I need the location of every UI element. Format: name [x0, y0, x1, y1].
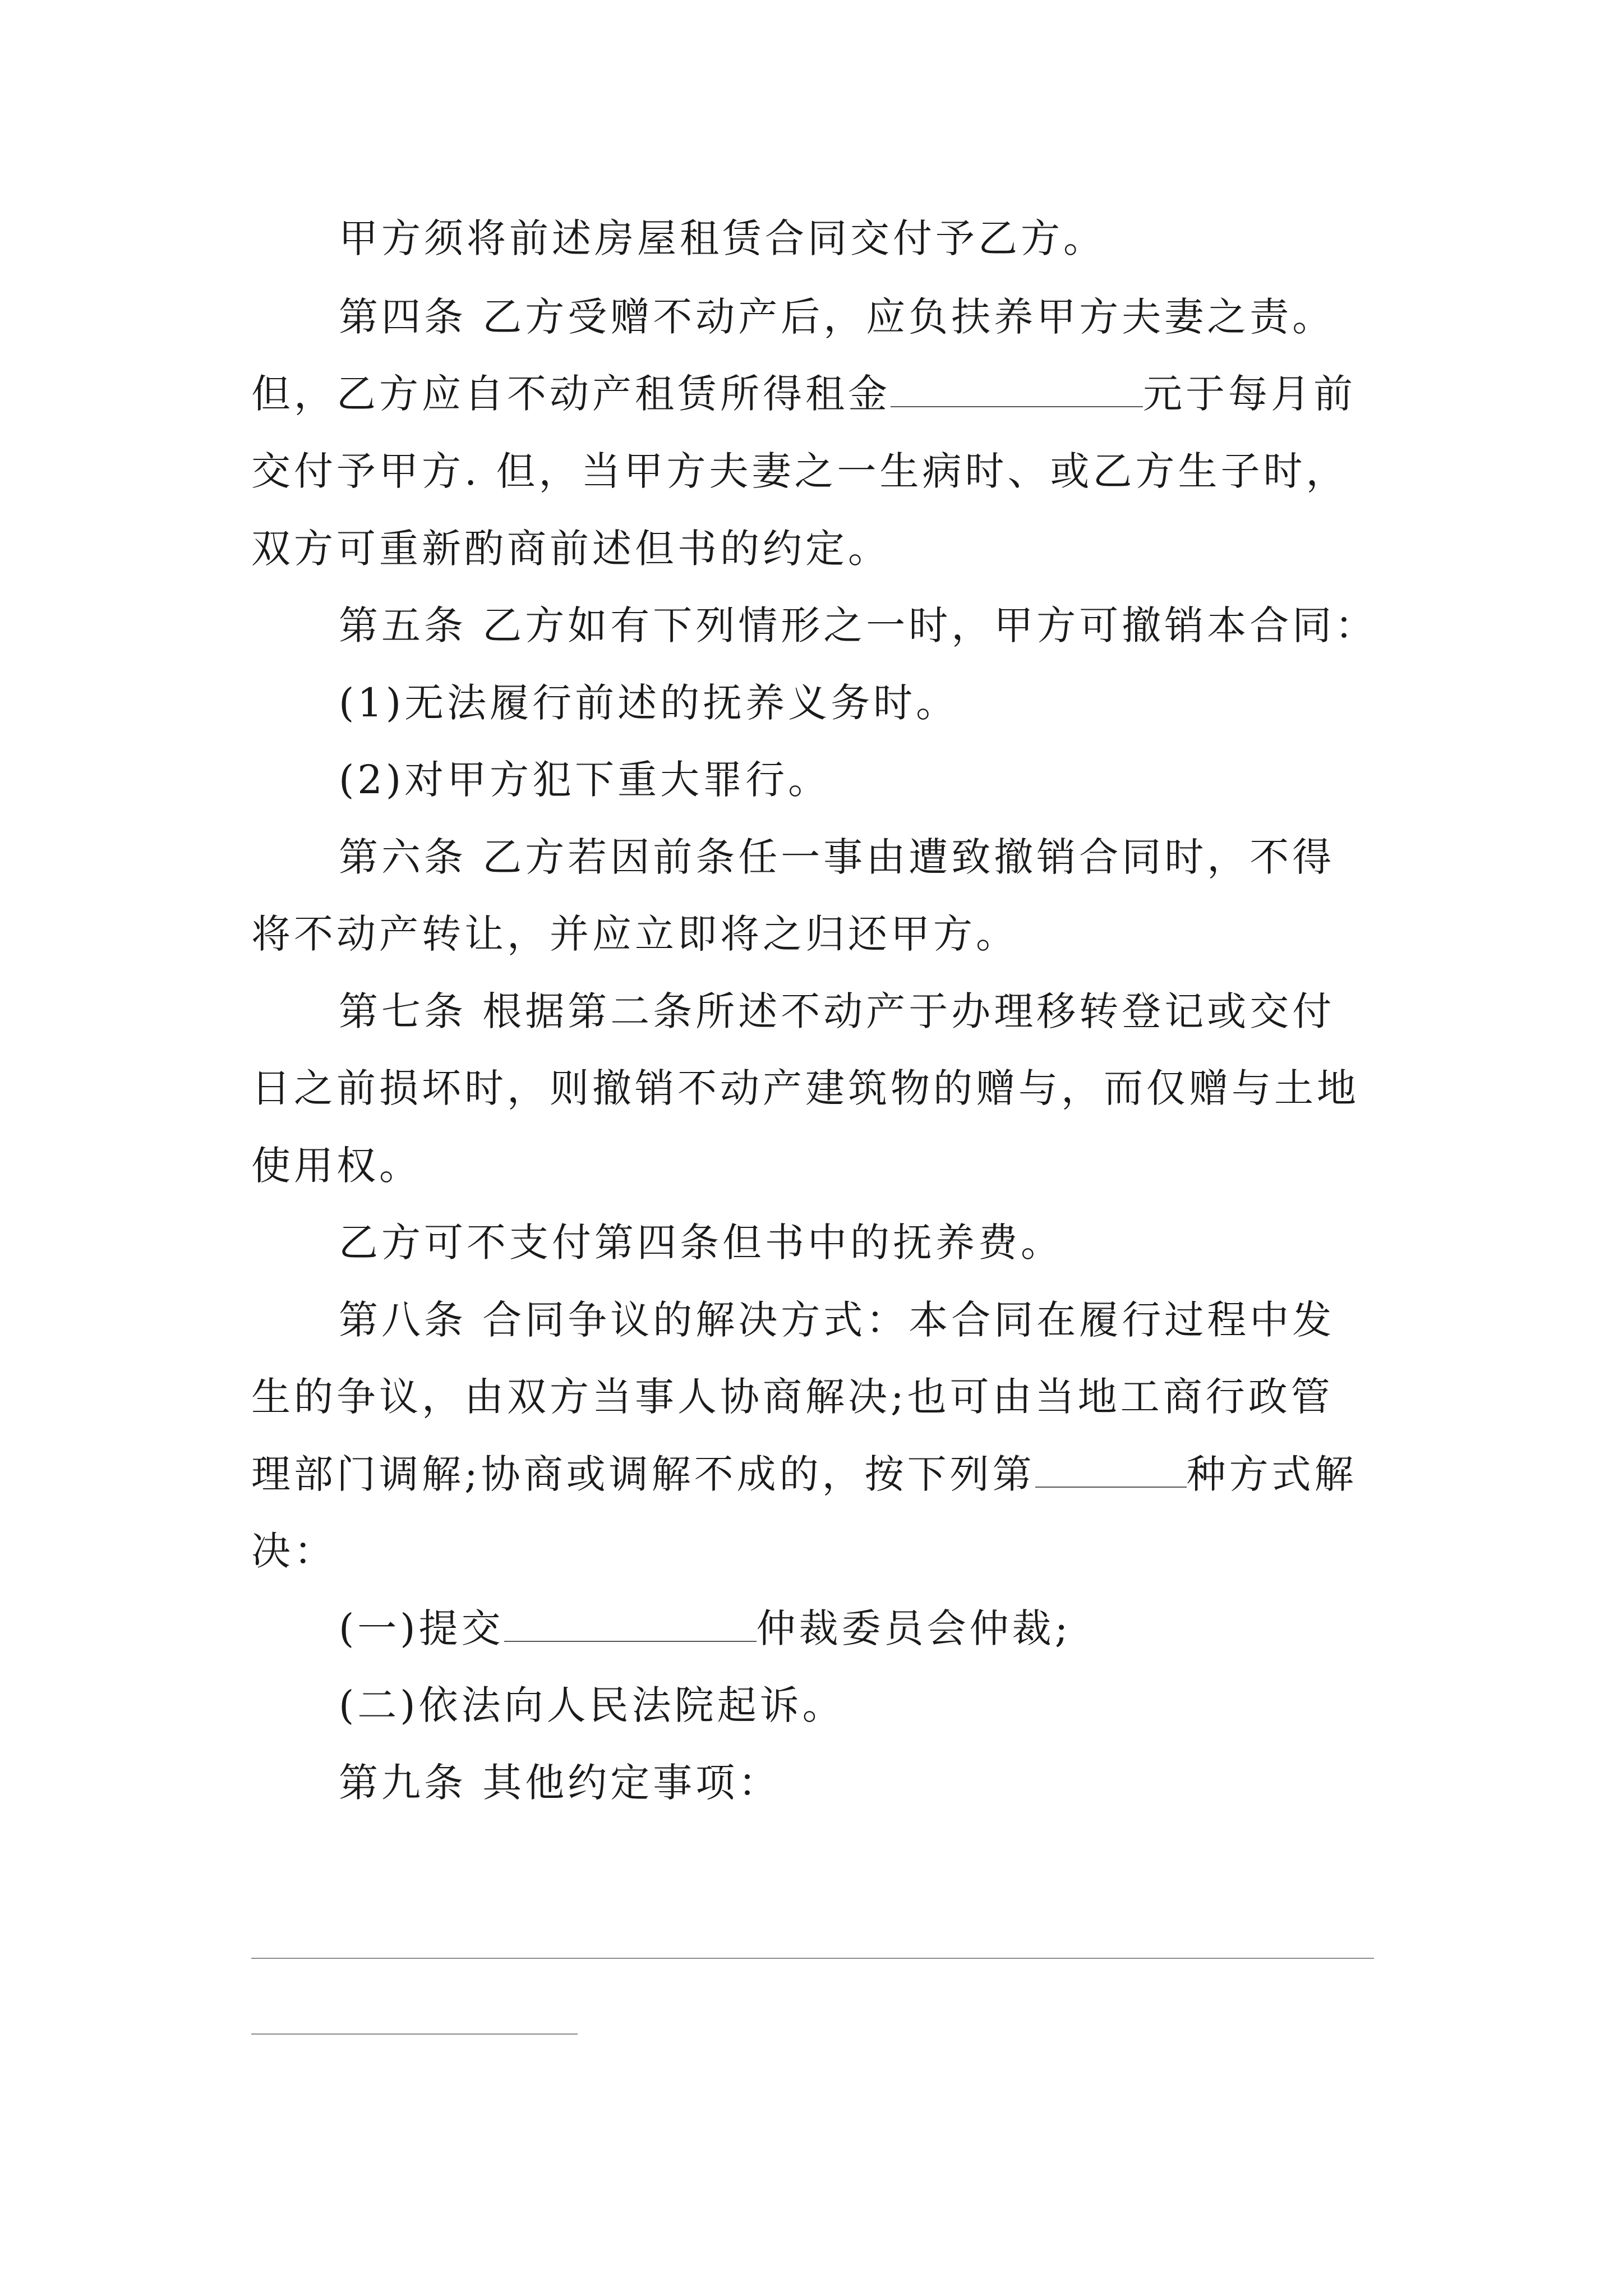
text-line: [339, 289, 1335, 345]
text-line: [251, 1138, 422, 1194]
line-text: 第六条 乙方若因前条任一事由遭致撤销合同时，不得: [339, 834, 1335, 880]
line-text: (1)无法履行前述的抚养义务时。: [339, 680, 959, 726]
line-text: 第八条 合同争议的解决方式：本合同在履行过程中发: [339, 1297, 1335, 1343]
line-text: 但，乙方应自不动产租赁所得租金: [251, 371, 891, 417]
line-text: 理部门调解;协商或调解不成的，按下列第: [251, 1451, 1035, 1497]
fill-in-rule: [251, 2033, 578, 2035]
text-line: [251, 906, 1018, 962]
line-text: 元于每月前: [1143, 371, 1356, 417]
text-line: [251, 1369, 1334, 1425]
line-text: (2)对甲方犯下重大罪行。: [339, 757, 831, 803]
line-text: 使用权。: [251, 1143, 422, 1189]
text-line: [251, 366, 1356, 422]
text-line: [339, 210, 1106, 266]
text-line: [251, 1446, 1357, 1502]
line-text: 双方可重新酌商前述但书的约定。: [251, 526, 891, 572]
line-text: 决：: [251, 1528, 336, 1574]
line-text: 种方式解: [1186, 1451, 1357, 1497]
line-text: 仲裁委员会仲裁;: [756, 1605, 1072, 1651]
text-line: [251, 1523, 336, 1579]
text-line: [339, 1677, 845, 1733]
fill-in-blank: [891, 366, 1143, 407]
line-text: (二)依法向人民法院起诉。: [339, 1682, 845, 1728]
text-line: [339, 1600, 1071, 1657]
text-line: [339, 752, 831, 808]
line-text: 乙方可不支付第四条但书中的抚养费。: [339, 1220, 1063, 1266]
text-line: [251, 521, 891, 577]
line-text: 甲方须将前述房屋租赁合同交付予乙方。: [339, 215, 1106, 261]
fill-in-rule: [251, 1958, 1374, 1959]
text-line: [339, 983, 1335, 1039]
line-text: 第九条 其他约定事项：: [339, 1760, 781, 1806]
text-line: [251, 1060, 1359, 1116]
line-text: 将不动产转让，并应立即将之归还甲方。: [251, 911, 1018, 957]
text-line: [339, 1292, 1335, 1348]
line-text: 日之前损坏时，则撤销不动产建筑物的赠与，而仅赠与土地: [251, 1065, 1359, 1111]
text-line: [251, 443, 1349, 499]
line-text: (一)提交: [339, 1605, 504, 1651]
fill-in-blank: [504, 1600, 757, 1642]
text-line: [339, 675, 958, 731]
text-line: [339, 1214, 1063, 1271]
line-text: 第四条 乙方受赠不动产后，应负扶养甲方夫妻之责。: [339, 294, 1335, 340]
line-text: 第七条 根据第二条所述不动产于办理移转登记或交付: [339, 988, 1335, 1034]
line-text: 第五条 乙方如有下列情形之一时，甲方可撤销本合同：: [339, 602, 1378, 648]
text-line: [339, 1755, 781, 1811]
text-line: [339, 829, 1335, 885]
fill-in-blank: [1035, 1446, 1187, 1488]
line-text: 生的争议，由双方当事人协商解决;也可由当地工商行政管: [251, 1374, 1334, 1420]
text-line: [339, 597, 1377, 654]
line-text: 交付予甲方. 但，当甲方夫妻之一生病时、或乙方生子时，: [251, 448, 1349, 494]
